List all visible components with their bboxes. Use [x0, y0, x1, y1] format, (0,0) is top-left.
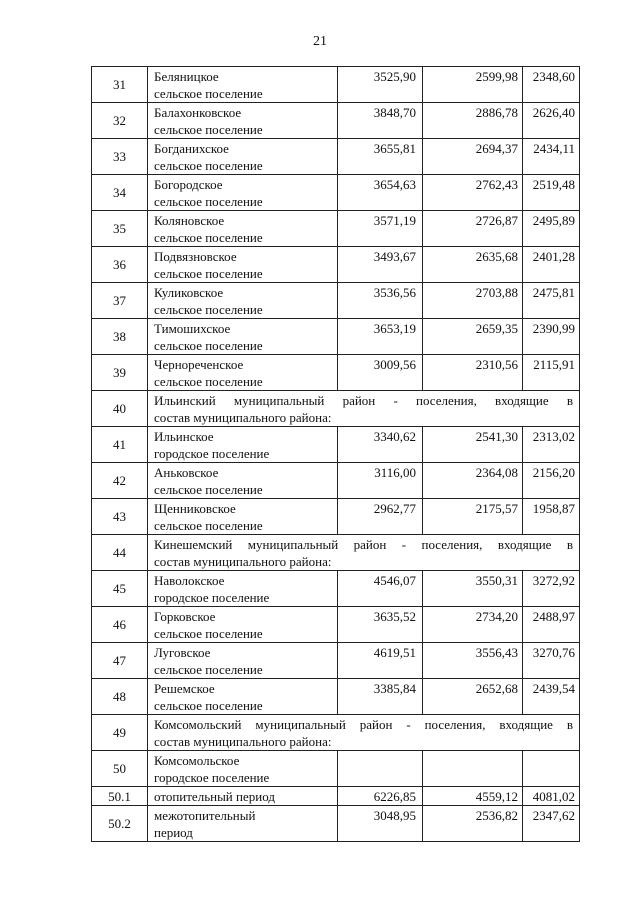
table-row — [92, 499, 580, 535]
row-number: 44 — [92, 535, 148, 571]
value-cell-3: 2347,62 — [523, 806, 580, 842]
row-number: 38 — [92, 319, 148, 355]
row-number: 45 — [92, 571, 148, 607]
value-cell-1: 4546,07 — [338, 571, 423, 607]
value-cell-1: 3848,70 — [338, 103, 423, 139]
settlement-name-cell — [148, 806, 338, 842]
value-cell-3: 2115,91 — [523, 355, 580, 391]
value-cell-2: 2635,68 — [423, 247, 523, 283]
settlement-name-line: сельское поселение — [154, 374, 263, 389]
row-number: 48 — [92, 679, 148, 715]
settlement-name-line: сельское поселение — [154, 230, 263, 245]
value-cell-3: 2313,02 — [523, 427, 580, 463]
value-cell-3: 2156,20 — [523, 463, 580, 499]
settlement-name-line: межотопительный — [154, 808, 256, 823]
value-cell-1: 3493,67 — [338, 247, 423, 283]
settlement-name-line: сельское поселение — [154, 482, 263, 497]
settlement-name-cell — [148, 139, 338, 175]
settlement-name-line: Куликовское — [154, 285, 224, 300]
value-cell-1: 3536,56 — [338, 283, 423, 319]
value-cell-1: 4619,51 — [338, 643, 423, 679]
value-cell-2: 2703,88 — [423, 283, 523, 319]
value-cell-2: 2659,35 — [423, 319, 523, 355]
settlement-name-cell — [148, 175, 338, 211]
settlement-name-cell — [148, 355, 338, 391]
row-number: 43 — [92, 499, 148, 535]
table-row — [92, 607, 580, 643]
table-row — [92, 355, 580, 391]
district-header-cell — [148, 715, 580, 751]
row-number: 32 — [92, 103, 148, 139]
settlement-name-cell — [148, 751, 338, 787]
value-cell-2: 2726,87 — [423, 211, 523, 247]
value-cell-2: 3550,31 — [423, 571, 523, 607]
value-cell-2: 2310,56 — [423, 355, 523, 391]
value-cell-1: 3116,00 — [338, 463, 423, 499]
settlement-name-cell — [148, 427, 338, 463]
value-cell-1: 3571,19 — [338, 211, 423, 247]
district-header-line: Ильинский муниципальный район - поселения, входящие в — [154, 393, 573, 408]
value-cell-2 — [423, 751, 523, 787]
value-cell-2: 2886,78 — [423, 103, 523, 139]
settlement-name-cell — [148, 607, 338, 643]
value-cell-1: 3009,56 — [338, 355, 423, 391]
value-cell-1: 3525,90 — [338, 67, 423, 103]
settlement-name-line: Балахонковское — [154, 105, 242, 120]
district-header-cell — [148, 535, 580, 571]
table-body — [92, 67, 580, 842]
tariff-table — [91, 66, 580, 842]
settlement-name-line: Щенниковское — [154, 501, 236, 516]
settlement-name-line: отопительный период — [154, 789, 275, 804]
table-row — [92, 751, 580, 787]
table-row — [92, 103, 580, 139]
value-cell-2: 2652,68 — [423, 679, 523, 715]
settlement-name-cell — [148, 211, 338, 247]
settlement-name-line: Решемское — [154, 681, 215, 696]
value-cell-3: 4081,02 — [523, 787, 580, 806]
settlement-name-cell — [148, 283, 338, 319]
row-number: 34 — [92, 175, 148, 211]
row-number: 46 — [92, 607, 148, 643]
value-cell-3: 2475,81 — [523, 283, 580, 319]
value-cell-2: 2536,82 — [423, 806, 523, 842]
table-row — [92, 175, 580, 211]
row-number: 41 — [92, 427, 148, 463]
table-row — [92, 787, 580, 806]
value-cell-2: 2175,57 — [423, 499, 523, 535]
settlement-name-line: сельское поселение — [154, 122, 263, 137]
row-number: 36 — [92, 247, 148, 283]
table-row — [92, 463, 580, 499]
table-row — [92, 319, 580, 355]
row-number: 35 — [92, 211, 148, 247]
table-row — [92, 139, 580, 175]
settlement-name-cell — [148, 103, 338, 139]
settlement-name-cell — [148, 67, 338, 103]
value-cell-3 — [523, 751, 580, 787]
settlement-name-cell — [148, 679, 338, 715]
settlement-name-line: Ильинское — [154, 429, 214, 444]
settlement-name-line: сельское поселение — [154, 662, 263, 677]
row-number: 50.2 — [92, 806, 148, 842]
settlement-name-line: Чернореченское — [154, 357, 244, 372]
value-cell-3: 2519,48 — [523, 175, 580, 211]
settlement-name-line: Подвязновское — [154, 249, 237, 264]
district-header-cell — [148, 391, 580, 427]
row-number: 47 — [92, 643, 148, 679]
settlement-name-line: Богородское — [154, 177, 223, 192]
settlement-name-cell — [148, 247, 338, 283]
value-cell-3: 2348,60 — [523, 67, 580, 103]
value-cell-1: 6226,85 — [338, 787, 423, 806]
value-cell-3: 2401,28 — [523, 247, 580, 283]
table-row — [92, 247, 580, 283]
value-cell-2: 2734,20 — [423, 607, 523, 643]
value-cell-1: 3048,95 — [338, 806, 423, 842]
settlement-name-cell — [148, 787, 338, 806]
settlement-name-line: сельское поселение — [154, 698, 263, 713]
settlement-name-line: Наволокское — [154, 573, 225, 588]
district-header-line: состав муниципального района: — [154, 734, 332, 749]
settlement-name-cell — [148, 571, 338, 607]
settlement-name-line: Горковское — [154, 609, 216, 624]
table-row — [92, 679, 580, 715]
settlement-name-line: сельское поселение — [154, 266, 263, 281]
table-row — [92, 211, 580, 247]
district-header-line: Кинешемский муниципальный район - поселения, входящие в — [154, 537, 573, 552]
row-number: 42 — [92, 463, 148, 499]
value-cell-2: 2599,98 — [423, 67, 523, 103]
value-cell-3: 2390,99 — [523, 319, 580, 355]
row-number: 33 — [92, 139, 148, 175]
settlement-name-line: городское поселение — [154, 770, 270, 785]
district-header-line: состав муниципального района: — [154, 410, 332, 425]
settlement-name-cell — [148, 463, 338, 499]
settlement-name-line: Луговское — [154, 645, 211, 660]
table-row — [92, 715, 580, 751]
row-number: 37 — [92, 283, 148, 319]
value-cell-3: 2434,11 — [523, 139, 580, 175]
value-cell-1: 2962,77 — [338, 499, 423, 535]
value-cell-2: 3556,43 — [423, 643, 523, 679]
row-number: 31 — [92, 67, 148, 103]
settlement-name-cell — [148, 319, 338, 355]
value-cell-1: 3655,81 — [338, 139, 423, 175]
settlement-name-line: Богданихское — [154, 141, 229, 156]
value-cell-2: 2694,37 — [423, 139, 523, 175]
table-row — [92, 283, 580, 319]
settlement-name-line: городское поселение — [154, 446, 270, 461]
row-number: 49 — [92, 715, 148, 751]
settlement-name-cell — [148, 643, 338, 679]
settlement-name-line: сельское поселение — [154, 626, 263, 641]
row-number: 40 — [92, 391, 148, 427]
value-cell-1: 3385,84 — [338, 679, 423, 715]
row-number: 50 — [92, 751, 148, 787]
row-number: 50.1 — [92, 787, 148, 806]
district-header-line: состав муниципального района: — [154, 554, 332, 569]
settlement-name-cell — [148, 499, 338, 535]
settlement-name-line: Аньковское — [154, 465, 219, 480]
district-header-line: Комсомольский муниципальный район - поселения, входящие в — [154, 717, 573, 732]
value-cell-3: 1958,87 — [523, 499, 580, 535]
settlement-name-line: Тимошихское — [154, 321, 231, 336]
value-cell-3: 3270,76 — [523, 643, 580, 679]
value-cell-1: 3654,63 — [338, 175, 423, 211]
settlement-name-line: сельское поселение — [154, 518, 263, 533]
settlement-name-line: период — [154, 825, 193, 840]
value-cell-1 — [338, 751, 423, 787]
value-cell-3: 2488,97 — [523, 607, 580, 643]
settlement-name-line: Беляницкое — [154, 69, 219, 84]
value-cell-2: 2762,43 — [423, 175, 523, 211]
value-cell-3: 2495,89 — [523, 211, 580, 247]
table-row — [92, 571, 580, 607]
table-row — [92, 535, 580, 571]
table-row — [92, 67, 580, 103]
settlement-name-line: сельское поселение — [154, 86, 263, 101]
value-cell-2: 2364,08 — [423, 463, 523, 499]
settlement-name-line: сельское поселение — [154, 338, 263, 353]
value-cell-2: 2541,30 — [423, 427, 523, 463]
settlement-name-line: сельское поселение — [154, 302, 263, 317]
value-cell-2: 4559,12 — [423, 787, 523, 806]
table-row — [92, 806, 580, 842]
row-number: 39 — [92, 355, 148, 391]
value-cell-1: 3340,62 — [338, 427, 423, 463]
table-row — [92, 391, 580, 427]
table-row — [92, 643, 580, 679]
settlement-name-line: Комсомольское — [154, 753, 240, 768]
value-cell-3: 3272,92 — [523, 571, 580, 607]
value-cell-1: 3635,52 — [338, 607, 423, 643]
value-cell-1: 3653,19 — [338, 319, 423, 355]
settlement-name-line: сельское поселение — [154, 194, 263, 209]
table-row — [92, 427, 580, 463]
value-cell-3: 2439,54 — [523, 679, 580, 715]
value-cell-3: 2626,40 — [523, 103, 580, 139]
settlement-name-line: городское поселение — [154, 590, 270, 605]
settlement-name-line: сельское поселение — [154, 158, 263, 173]
page-number: 21 — [313, 34, 327, 49]
settlement-name-line: Коляновское — [154, 213, 225, 228]
